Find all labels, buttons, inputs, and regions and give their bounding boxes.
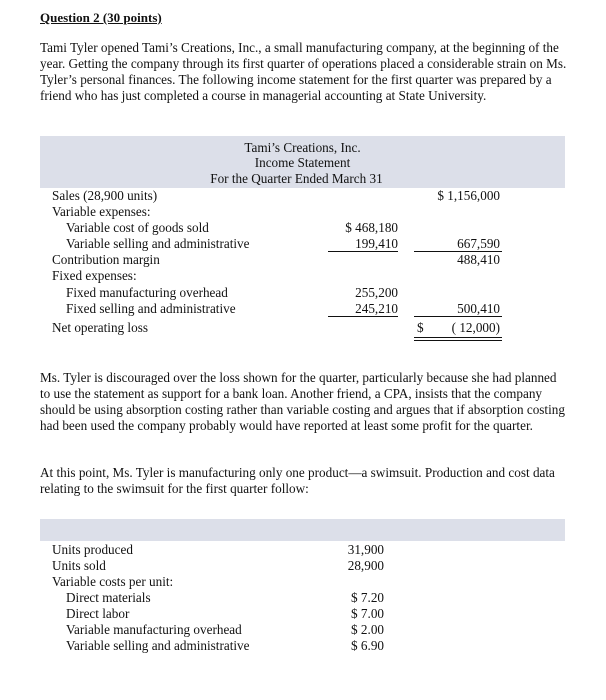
row-units-sold xyxy=(0,558,606,574)
row-label: Net operating loss xyxy=(52,320,148,335)
statement-header xyxy=(40,136,565,188)
row-label: Direct materials xyxy=(66,590,151,605)
col2-value: 500,410 xyxy=(457,301,500,316)
row-variable-expenses xyxy=(0,204,606,220)
row-label: Variable selling and administrative xyxy=(66,236,250,251)
row-label: Variable cost of goods sold xyxy=(66,220,209,235)
col1-value: $ 468,180 xyxy=(345,220,398,235)
row-value: $ 7.20 xyxy=(351,590,384,605)
row-value: 31,900 xyxy=(347,542,384,557)
intro-paragraph: Tami Tyler opened Tami’s Creations, Inc., a small manufacturing company, at the beginning of the year. Getting the company through its first quarter of operations placed a considerable strain on Ms. Tyler’s personal finances. The following income statement for the first quarter was prepared by a friend who has just completed a course in managerial accounting at State University. xyxy=(40,40,567,103)
col1-value: 245,210 xyxy=(355,301,398,316)
statement-company: Tami’s Creations, Inc. xyxy=(244,140,361,155)
dollar-sign: $ xyxy=(417,320,424,335)
statement-name: Income Statement xyxy=(254,155,351,170)
discouraged-paragraph: Ms. Tyler is discouraged over the loss shown for the quarter, particularly because she had planned to use the statement as support for a bank loan. Another friend, a CPA, insists that the company should be using absorption costing rather than variable costing and argues that if absorption costing had been used the company probably would have reported at least some profit for the quarter. xyxy=(40,370,565,433)
row-fixed-mfg-overhead xyxy=(0,285,606,301)
row-label: Units produced xyxy=(52,542,133,557)
underline-col1-fixed xyxy=(328,316,398,317)
row-label: Variable costs per unit: xyxy=(52,574,174,589)
row-label: Variable selling and administrative xyxy=(66,638,250,653)
col1-value: 199,410 xyxy=(355,236,398,251)
row-variable-mfg-overhead xyxy=(0,622,606,638)
row-label: Variable manufacturing overhead xyxy=(66,622,242,637)
row-value: 28,900 xyxy=(347,558,384,573)
row-variable-costs-header xyxy=(0,574,606,590)
row-fixed-expenses xyxy=(0,268,606,284)
row-fixed-selling-admin xyxy=(0,301,606,317)
row-contribution-margin xyxy=(0,252,606,268)
row-label: Fixed expenses: xyxy=(52,268,137,283)
statement-period: For the Quarter Ended March 31 xyxy=(210,171,383,186)
question-title: Question 2 (30 points) xyxy=(40,10,162,25)
col2-value: ( 12,000) xyxy=(451,320,500,335)
col2-value: $ 1,156,000 xyxy=(437,188,500,203)
production-header-band xyxy=(40,519,565,541)
row-label: Direct labor xyxy=(66,606,130,621)
row-label: Fixed selling and administrative xyxy=(66,301,236,316)
underline-col2-fixed xyxy=(414,316,502,317)
row-label: Fixed manufacturing overhead xyxy=(66,285,228,300)
row-direct-materials xyxy=(0,590,606,606)
col2-value: 667,590 xyxy=(457,236,500,251)
col1-value: 255,200 xyxy=(355,285,398,300)
double-underline-total xyxy=(414,337,502,341)
product-paragraph: At this point, Ms. Tyler is manufacturing only one product—a swimsuit. Production and cost data relating to the swimsuit for the first quarter follow: xyxy=(40,465,555,496)
row-sales xyxy=(0,188,606,204)
row-value: $ 2.00 xyxy=(351,622,384,637)
col2-value: 488,410 xyxy=(457,252,500,267)
row-value: $ 6.90 xyxy=(351,638,384,653)
row-value: $ 7.00 xyxy=(351,606,384,621)
row-variable-selling-admin xyxy=(0,638,606,654)
row-variable-selling-admin xyxy=(0,236,606,252)
row-units-produced xyxy=(0,542,606,558)
row-direct-labor xyxy=(0,606,606,622)
row-label: Variable expenses: xyxy=(52,204,151,219)
row-label: Sales (28,900 units) xyxy=(52,188,158,203)
row-variable-cogs xyxy=(0,220,606,236)
row-net-operating-loss xyxy=(0,320,606,336)
row-label: Contribution margin xyxy=(52,252,160,267)
row-label: Units sold xyxy=(52,558,106,573)
